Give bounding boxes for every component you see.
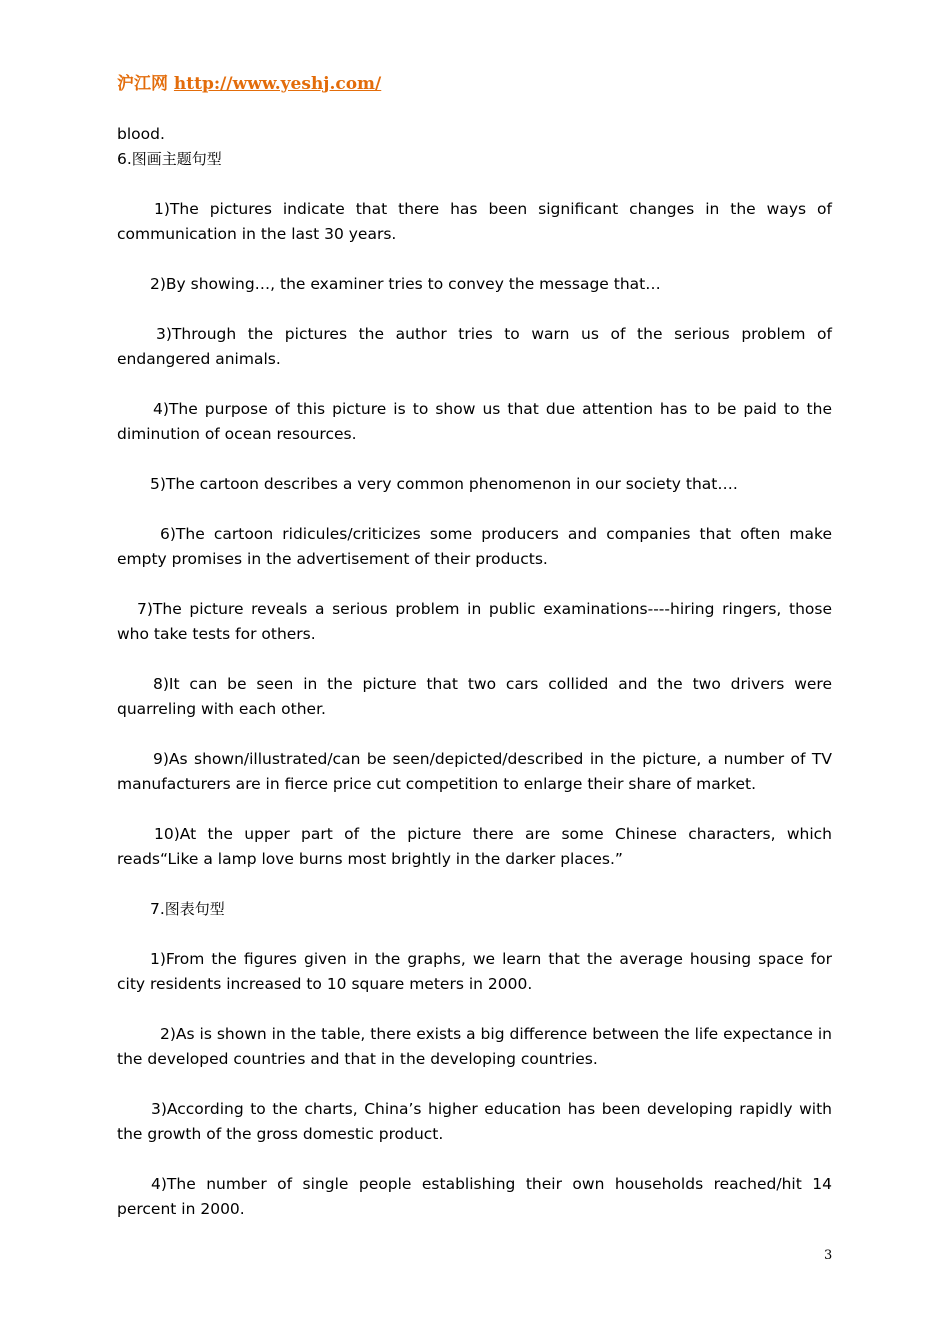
section-7-item-3: 3)According to the charts, China’s higher education has been developing rapidly with the growth of the gross domestic product. (117, 1100, 832, 1143)
section-6-item-2: 2)By showing…, the examiner tries to convey the message that… (150, 275, 661, 293)
section-6-item-1: 1)The pictures indicate that there has been significant changes in the ways of communication in the last 30 years. (117, 200, 832, 243)
section-7-item-2: 2)As is shown in the table, there exists a big difference between the life expectance in the developed countries and that in the developing countries. (117, 1025, 832, 1068)
section-7-item-4: 4)The number of single people establishing their own households reached/hit 14 percent in 2000. (117, 1175, 832, 1218)
page-header (117, 69, 381, 94)
section-6-item-3: 3)Through the pictures the author tries to warn us of the serious problem of endangered animals. (117, 325, 832, 368)
section-6-item-10: 10)At the upper part of the picture there are some Chinese characters, which reads“Like a lamp love burns most brightly in the darker places.” (117, 825, 832, 868)
section-6-item-9: 9)As shown/illustrated/can be seen/depicted/described in the picture, a number of TV manufacturers are in fierce price cut competition to enlarge their share of market. (117, 750, 832, 793)
section-7-item-1: 1)From the figures given in the graphs, we learn that the average housing space for city residents increased to 10 square meters in 2000. (117, 950, 832, 993)
page-number: 3 (824, 1248, 833, 1263)
section-6-item-4: 4)The purpose of this picture is to show us that due attention has to be paid to the diminution of ocean resources. (117, 400, 832, 443)
intro-text: blood. (117, 125, 165, 143)
section-6-item-8: 8)It can be seen in the picture that two cars collided and the two drivers were quarreling with each other. (117, 675, 832, 718)
site-link[interactable]: http://www.yeshj.com/ (173, 74, 382, 94)
section-7-number: 7. (150, 900, 165, 918)
section-7-heading (117, 897, 832, 922)
section-6-title: 图画主题句型 (131, 150, 222, 168)
section-6-heading (117, 147, 832, 172)
section-6-item-7: 7)The picture reveals a serious problem in public examinations----hiring ringers, those who take tests for others. (117, 600, 832, 643)
section-7-title: 图表句型 (164, 900, 225, 918)
site-name: 沪江网 (117, 74, 168, 94)
document-body (117, 122, 832, 1222)
section-6-item-5: 5)The cartoon describes a very common phenomenon in our society that…. (150, 475, 738, 493)
section-6-number: 6. (117, 150, 132, 168)
section-6-item-6: 6)The cartoon ridicules/criticizes some producers and companies that often make empty promises in the advertisement of their products. (117, 525, 832, 568)
